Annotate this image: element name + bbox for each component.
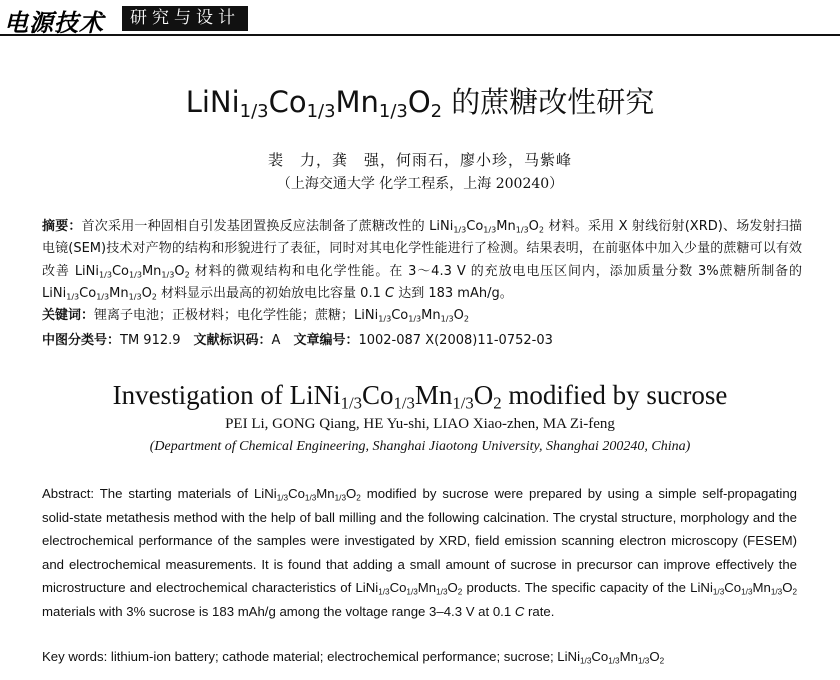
title-en	[0, 378, 840, 412]
doc-code-label: 文献标识码：	[193, 333, 272, 348]
formula-element: Mn	[421, 308, 441, 323]
formula-element: LiNi	[253, 486, 277, 501]
formula-subscript: 2	[356, 493, 361, 503]
abstract-en-text: products. The specific capacity of the	[462, 580, 691, 596]
formula-subscript: 1/3	[66, 292, 80, 302]
formula-subscript: 2	[430, 101, 443, 123]
formula-subscript: 1/3	[770, 587, 783, 597]
formula	[557, 649, 664, 664]
formula	[354, 308, 469, 323]
keywords-en-text: lithium-ion battery; cathode material; electrochemical performance; sucrose;	[107, 649, 558, 664]
formula-element: O	[782, 580, 793, 596]
keywords-cn-text: 锂离子电池；正极材料；电化学性能；蔗糖；	[94, 308, 355, 323]
title-en-prefix: Investigation of	[112, 380, 290, 410]
formula-element: LiNi	[185, 85, 240, 119]
formula-element: LiNi	[429, 219, 454, 234]
formula-element: O	[346, 486, 357, 501]
formula-element: LiNi	[355, 580, 379, 596]
formula	[42, 286, 157, 301]
formula-element: Co	[391, 308, 409, 323]
formula-element: Mn	[619, 649, 638, 664]
clc-value: TM 912.9	[120, 333, 181, 348]
formula-subscript: 1/3	[129, 270, 142, 280]
abstract-en-text: materials with 3% sucrose is 183 mAh/g among the voltage range 3–4.3 V at 0.1	[42, 603, 515, 619]
header-rule	[0, 34, 840, 36]
keywords-cn	[42, 306, 802, 326]
clc-label: 中图分类号：	[42, 333, 121, 348]
formula-subscript: 1/3	[440, 314, 454, 324]
classification-cn	[42, 331, 802, 351]
abstract-cn	[42, 216, 802, 306]
title-cn-text: 的蔗糖改性研究	[442, 85, 655, 119]
formula-element: O	[649, 649, 660, 664]
doc-code-value: A	[271, 333, 281, 348]
formula-subscript: 1/3	[378, 587, 390, 597]
formula-element: Mn	[109, 286, 129, 302]
formula-element: Mn	[414, 380, 453, 410]
formula-subscript: 1/3	[161, 270, 175, 280]
abstract-cn-text: 材料的微观结构和电化学性能。在 3～4.3 V 的充放电电压区间内，添加质量分数 3%蔗糖所制备的	[189, 263, 803, 279]
formula-subscript: 1/3	[453, 225, 467, 235]
formula-subscript: 1/3	[99, 270, 112, 280]
formula-subscript: 1/3	[378, 101, 408, 123]
formula-element: Co	[389, 580, 407, 596]
abstract-en-c-rate: C	[514, 603, 525, 619]
formula-subscript: 2	[493, 393, 502, 413]
title-en-suffix: modified by sucrose	[501, 380, 728, 410]
abstract-en	[42, 482, 797, 624]
formula-subscript: 1/3	[393, 393, 415, 413]
formula-subscript: 1/3	[334, 493, 346, 503]
formula-element: Co	[79, 286, 97, 302]
abstract-cn-text: 达到 183 mAh/g。	[394, 286, 513, 302]
formula-subscript: 1/3	[306, 101, 336, 123]
formula-subscript: 2	[463, 314, 469, 324]
formula-element: Co	[111, 263, 129, 279]
formula-subscript: 1/3	[483, 225, 497, 235]
formula-element: Co	[466, 219, 484, 234]
formula-subscript: 1/3	[580, 656, 592, 666]
formula-subscript: 1/3	[712, 587, 725, 597]
formula-subscript: 1/3	[239, 101, 269, 123]
formula-element: LiNi	[690, 580, 713, 596]
formula-subscript: 1/3	[515, 225, 529, 235]
authors-cn: 裴 力，龚 强，何雨石，廖小珍，马紫峰	[267, 151, 572, 169]
formula-subscript: 1/3	[741, 587, 753, 597]
affiliation-cn: （上海交通大学 化学工程系，上海 200240）	[276, 176, 564, 192]
keywords-en	[42, 647, 822, 667]
formula-element: O	[447, 580, 458, 596]
article-no-value: 1002-087 X(2008)11-0752-03	[358, 333, 553, 348]
formula	[429, 219, 544, 234]
formula-subscript: 2	[184, 270, 190, 280]
formula-element: LiNi	[42, 286, 67, 302]
formula	[254, 486, 361, 501]
formula-subscript: 2	[538, 225, 545, 235]
formula-element: Mn	[141, 263, 162, 279]
title-cn	[0, 82, 840, 122]
formula-subscript: 1/3	[276, 493, 289, 503]
formula-element: Co	[268, 85, 307, 119]
abstract-cn-text: 材料显示出最高的初始放电比容量 0.1	[156, 286, 385, 302]
abstract-en-text: The starting materials of	[94, 486, 254, 501]
formula-element: Mn	[417, 580, 437, 596]
formula-element: Mn	[335, 85, 379, 119]
formula-subscript: 1/3	[406, 587, 418, 597]
keywords-cn-label: 关键词：	[42, 308, 95, 323]
formula-subscript: 2	[151, 292, 157, 302]
formula	[75, 264, 190, 279]
formula-element: O	[528, 219, 539, 234]
formula-element: LiNi	[74, 263, 100, 279]
formula	[355, 580, 462, 595]
abstract-en-text: rate.	[524, 603, 555, 619]
formula-element: Co	[591, 649, 609, 664]
formula-subscript: 1/3	[340, 393, 362, 413]
abstract-cn-text: 材料。采用 X 射线衍射(XRD)、场发射扫描电镜(SEM)技术对产物的结构和形貌进行了表征，同时对其电化学性能进行了检测。结果表明，在前驱体中加入少量的蔗糖可以有效改善	[42, 219, 802, 279]
formula-element: O	[407, 85, 431, 119]
affiliation-en: (Department of Chemical Engineering, Shanghai Jiaotong University, Shanghai 200240, China)	[149, 439, 691, 454]
abstract-en-label: Abstract:	[42, 486, 95, 501]
abstract-cn-text: 首次采用一种固相自引发基团置换反应法制备了蔗糖改性的	[81, 219, 430, 234]
formula-element: O	[174, 263, 185, 279]
authors-en: PEI Li, GONG Qiang, HE Yu-shi, LIAO Xiao-zhen, MA Zi-feng	[225, 416, 615, 432]
formula	[289, 380, 502, 413]
formula-subscript: 1/3	[436, 587, 448, 597]
formula-subscript: 1/3	[608, 656, 620, 666]
formula	[690, 580, 797, 595]
formula-subscript: 1/3	[408, 314, 422, 324]
formula-subscript: 2	[457, 587, 463, 597]
section-badge: 研究与设计	[122, 6, 248, 31]
keywords-en-label: Key words:	[42, 649, 108, 664]
abstract-cn-label: 摘要：	[42, 219, 82, 234]
abstract-en-text: modified by sucrose were prepared by using a simple self-propagating solid-state metathesis method with the help of ball milling and the following calcination. The crystal structure, morphology and the electrochemical performance of the samples were investigated by XRD, field emission scanning electron microscopy (FESEM) and electrochemical measurements. It is found that adding a small amount of sucrose in precursor can improve effectively the microstructure and electrochemical characteristics of	[42, 486, 797, 596]
formula-element: O	[141, 286, 152, 302]
formula-subscript: 1/3	[128, 292, 142, 302]
formula-element: Co	[361, 380, 394, 410]
formula-subscript: 1/3	[452, 393, 474, 413]
formula-element: O	[453, 308, 464, 323]
formula-subscript: 1/3	[96, 292, 110, 302]
formula-element: LiNi	[289, 380, 341, 410]
formula-subscript: 2	[659, 656, 665, 666]
formula-element: Co	[288, 486, 305, 501]
article-no-label: 文章编号：	[293, 333, 359, 348]
formula-subscript: 1/3	[378, 314, 392, 324]
formula-element: Mn	[752, 580, 771, 596]
formula-subscript: 2	[792, 587, 798, 597]
formula-subscript: 1/3	[304, 493, 317, 503]
formula-element: Co	[724, 580, 742, 596]
journal-brand: 电源技术	[4, 8, 104, 37]
formula-subscript: 1/3	[637, 656, 650, 666]
formula-element: LiNi	[557, 649, 580, 664]
formula-element: O	[473, 380, 494, 410]
formula-element: LiNi	[354, 308, 379, 323]
abstract-cn-c-rate: C	[385, 286, 395, 302]
formula-element: Mn	[496, 219, 516, 234]
formula-element: Mn	[316, 486, 335, 501]
formula	[185, 85, 443, 123]
